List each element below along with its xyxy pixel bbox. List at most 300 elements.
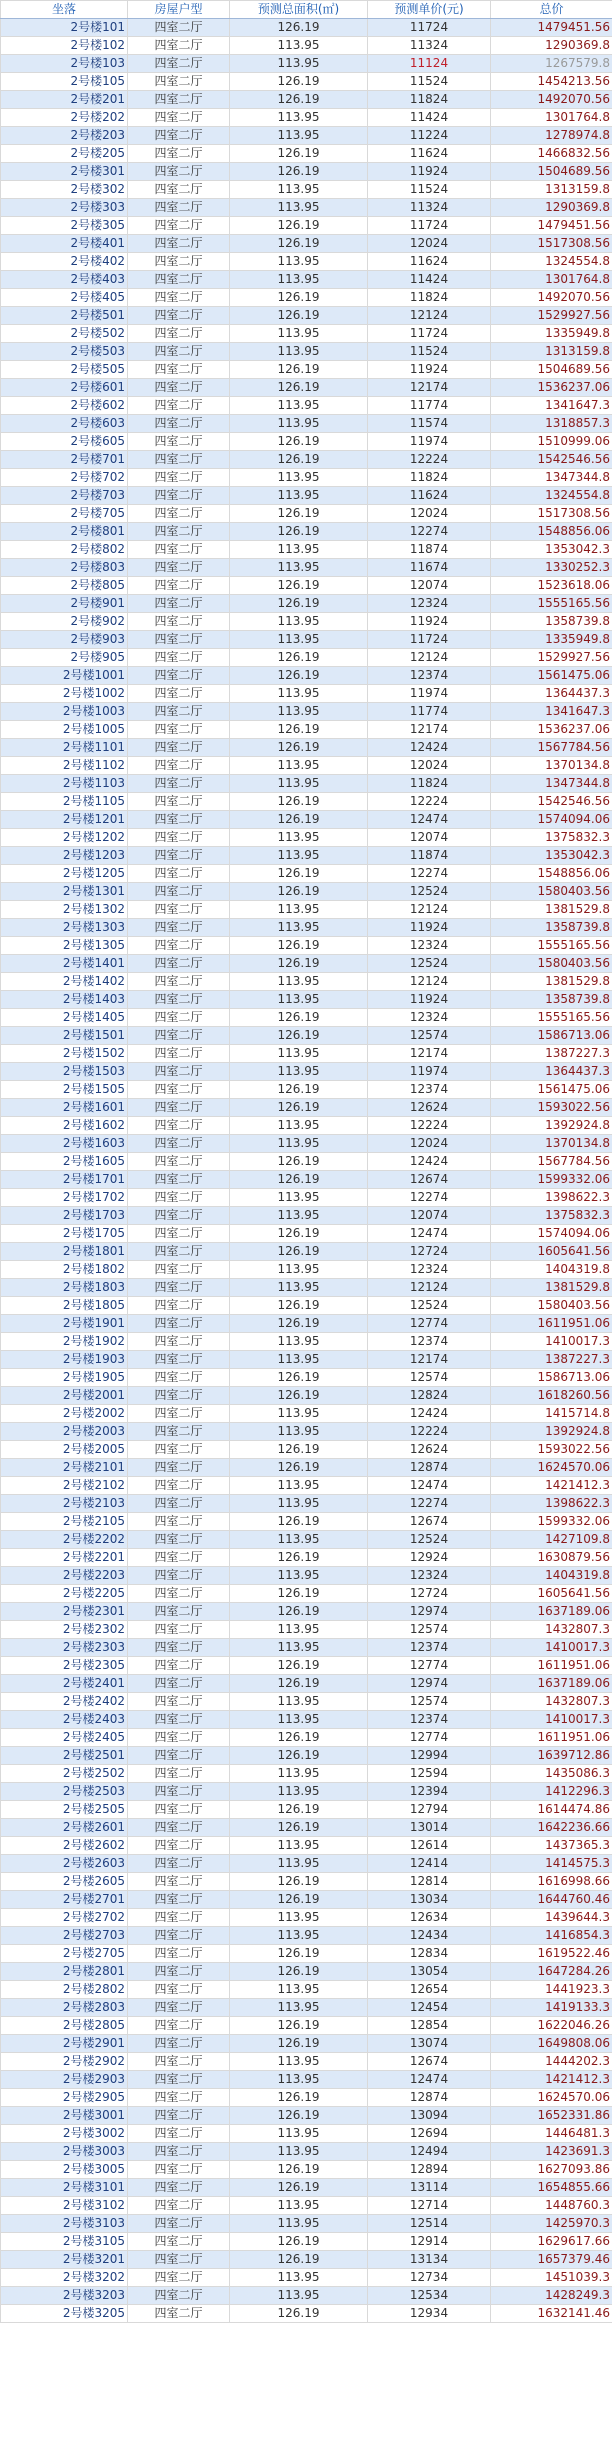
cell-location: 2号楼301 (1, 163, 128, 181)
cell-unit-type: 四室二厅 (128, 2287, 230, 2305)
cell-total-price: 1441923.3 (491, 1981, 612, 1999)
cell-unit-price: 12474 (368, 1477, 491, 1495)
cell-location: 2号楼602 (1, 397, 128, 415)
cell-location: 2号楼1605 (1, 1153, 128, 1171)
cell-unit-type: 四室二厅 (128, 1243, 230, 1261)
cell-area: 126.19 (230, 2179, 368, 2197)
cell-location: 2号楼3101 (1, 2179, 128, 2197)
cell-area: 113.95 (230, 1117, 368, 1135)
table-row (1, 1009, 612, 1027)
cell-unit-type: 四室二厅 (128, 2197, 230, 2215)
cell-unit-type: 四室二厅 (128, 73, 230, 91)
cell-unit-price: 11624 (368, 487, 491, 505)
cell-total-price: 1423691.3 (491, 2143, 612, 2161)
cell-unit-price: 12524 (368, 883, 491, 901)
cell-unit-price: 12124 (368, 1279, 491, 1297)
cell-area: 113.95 (230, 2053, 368, 2071)
cell-location: 2号楼505 (1, 361, 128, 379)
cell-area: 126.19 (230, 883, 368, 901)
table-row (1, 1045, 612, 1063)
cell-unit-type: 四室二厅 (128, 1387, 230, 1405)
header-unit-price: 预测单价(元) (368, 1, 491, 19)
cell-unit-price: 11424 (368, 271, 491, 289)
cell-location: 2号楼102 (1, 37, 128, 55)
table-row (1, 1351, 612, 1369)
cell-total-price: 1419133.3 (491, 1999, 612, 2017)
cell-location: 2号楼902 (1, 613, 128, 631)
cell-total-price: 1301764.8 (491, 271, 612, 289)
cell-location: 2号楼305 (1, 217, 128, 235)
cell-area: 113.95 (230, 613, 368, 631)
table-row (1, 1765, 612, 1783)
cell-unit-price: 12414 (368, 1855, 491, 1873)
cell-total-price: 1605641.56 (491, 1243, 612, 1261)
cell-unit-type: 四室二厅 (128, 415, 230, 433)
table-row (1, 1153, 612, 1171)
cell-area: 126.19 (230, 937, 368, 955)
cell-unit-type: 四室二厅 (128, 721, 230, 739)
cell-unit-type: 四室二厅 (128, 1747, 230, 1765)
cell-unit-type: 四室二厅 (128, 2305, 230, 2323)
cell-location: 2号楼1803 (1, 1279, 128, 1297)
table-row (1, 1729, 612, 1747)
cell-unit-price: 12224 (368, 1117, 491, 1135)
cell-total-price: 1410017.3 (491, 1333, 612, 1351)
cell-unit-type: 四室二厅 (128, 217, 230, 235)
cell-location: 2号楼105 (1, 73, 128, 91)
cell-area: 126.19 (230, 1369, 368, 1387)
cell-unit-type: 四室二厅 (128, 1639, 230, 1657)
table-row (1, 973, 612, 991)
table-row (1, 487, 612, 505)
cell-total-price: 1586713.06 (491, 1027, 612, 1045)
cell-total-price: 1451039.3 (491, 2269, 612, 2287)
cell-unit-type: 四室二厅 (128, 1423, 230, 1441)
table-row (1, 1891, 612, 1909)
cell-area: 126.19 (230, 1945, 368, 1963)
cell-area: 126.19 (230, 289, 368, 307)
table-row (1, 703, 612, 721)
cell-total-price: 1599332.06 (491, 1171, 612, 1189)
cell-total-price: 1632141.46 (491, 2305, 612, 2323)
cell-total-price: 1358739.8 (491, 613, 612, 631)
cell-unit-type: 四室二厅 (128, 1909, 230, 1927)
cell-location: 2号楼2905 (1, 2089, 128, 2107)
cell-total-price: 1347344.8 (491, 469, 612, 487)
cell-area: 126.19 (230, 1963, 368, 1981)
cell-unit-type: 四室二厅 (128, 1531, 230, 1549)
cell-unit-price: 12024 (368, 235, 491, 253)
cell-unit-price: 11724 (368, 19, 491, 37)
cell-location: 2号楼1703 (1, 1207, 128, 1225)
cell-total-price: 1542546.56 (491, 793, 612, 811)
table-row (1, 1657, 612, 1675)
cell-total-price: 1630879.56 (491, 1549, 612, 1567)
cell-area: 113.95 (230, 1621, 368, 1639)
cell-total-price: 1561475.06 (491, 1081, 612, 1099)
cell-area: 126.19 (230, 1801, 368, 1819)
cell-unit-type: 四室二厅 (128, 793, 230, 811)
cell-area: 126.19 (230, 793, 368, 811)
table-row (1, 1063, 612, 1081)
cell-area: 126.19 (230, 721, 368, 739)
cell-location: 2号楼1805 (1, 1297, 128, 1315)
cell-unit-price: 13034 (368, 1891, 491, 1909)
cell-unit-price: 12424 (368, 1405, 491, 1423)
cell-unit-price: 12824 (368, 1387, 491, 1405)
table-row (1, 181, 612, 199)
cell-total-price: 1644760.46 (491, 1891, 612, 1909)
cell-total-price: 1392924.8 (491, 1423, 612, 1441)
cell-total-price: 1627093.86 (491, 2161, 612, 2179)
cell-unit-type: 四室二厅 (128, 1603, 230, 1621)
table-row (1, 1207, 612, 1225)
cell-unit-price: 12794 (368, 1801, 491, 1819)
table-row (1, 1315, 612, 1333)
cell-area: 113.95 (230, 109, 368, 127)
table-row (1, 1585, 612, 1603)
cell-total-price: 1398622.3 (491, 1495, 612, 1513)
cell-unit-type: 四室二厅 (128, 595, 230, 613)
cell-location: 2号楼1005 (1, 721, 128, 739)
cell-location: 2号楼905 (1, 649, 128, 667)
cell-unit-price: 11924 (368, 991, 491, 1009)
cell-total-price: 1398622.3 (491, 1189, 612, 1207)
cell-total-price: 1446481.3 (491, 2125, 612, 2143)
cell-area: 126.19 (230, 2161, 368, 2179)
table-row (1, 1405, 612, 1423)
table-row (1, 523, 612, 541)
cell-area: 126.19 (230, 451, 368, 469)
cell-total-price: 1654855.66 (491, 2179, 612, 2197)
cell-area: 113.95 (230, 775, 368, 793)
cell-unit-price: 12574 (368, 1621, 491, 1639)
cell-total-price: 1324554.8 (491, 253, 612, 271)
cell-location: 2号楼1905 (1, 1369, 128, 1387)
cell-unit-type: 四室二厅 (128, 1657, 230, 1675)
cell-area: 126.19 (230, 163, 368, 181)
cell-unit-price: 12654 (368, 1981, 491, 1999)
cell-unit-price: 12124 (368, 649, 491, 667)
cell-unit-price: 12734 (368, 2269, 491, 2287)
cell-unit-type: 四室二厅 (128, 451, 230, 469)
cell-total-price: 1425970.3 (491, 2215, 612, 2233)
cell-unit-price: 12674 (368, 1171, 491, 1189)
cell-unit-type: 四室二厅 (128, 2071, 230, 2089)
cell-total-price: 1642236.66 (491, 1819, 612, 1837)
cell-location: 2号楼303 (1, 199, 128, 217)
cell-location: 2号楼2205 (1, 1585, 128, 1603)
cell-total-price: 1341647.3 (491, 397, 612, 415)
cell-area: 113.95 (230, 1837, 368, 1855)
cell-unit-type: 四室二厅 (128, 1315, 230, 1333)
table-row (1, 1027, 612, 1045)
cell-unit-type: 四室二厅 (128, 1567, 230, 1585)
cell-area: 126.19 (230, 2233, 368, 2251)
cell-unit-type: 四室二厅 (128, 955, 230, 973)
table-row (1, 541, 612, 559)
cell-location: 2号楼2601 (1, 1819, 128, 1837)
cell-total-price: 1432807.3 (491, 1693, 612, 1711)
table-row (1, 433, 612, 451)
table-row (1, 613, 612, 631)
cell-area: 113.95 (230, 2071, 368, 2089)
cell-total-price: 1466832.56 (491, 145, 612, 163)
cell-unit-type: 四室二厅 (128, 1351, 230, 1369)
cell-area: 126.19 (230, 1225, 368, 1243)
cell-location: 2号楼1105 (1, 793, 128, 811)
cell-unit-type: 四室二厅 (128, 487, 230, 505)
cell-area: 113.95 (230, 1567, 368, 1585)
cell-area: 113.95 (230, 1981, 368, 1999)
table-row (1, 649, 612, 667)
cell-total-price: 1593022.56 (491, 1099, 612, 1117)
cell-total-price: 1353042.3 (491, 541, 612, 559)
cell-unit-price: 12374 (368, 1711, 491, 1729)
cell-area: 113.95 (230, 1423, 368, 1441)
cell-area: 126.19 (230, 811, 368, 829)
cell-location: 2号楼2903 (1, 2071, 128, 2089)
table-row (1, 1855, 612, 1873)
cell-location: 2号楼1302 (1, 901, 128, 919)
cell-unit-price: 11624 (368, 145, 491, 163)
cell-total-price: 1404319.8 (491, 1261, 612, 1279)
cell-unit-price: 12894 (368, 2161, 491, 2179)
cell-unit-type: 四室二厅 (128, 1099, 230, 1117)
cell-area: 113.95 (230, 541, 368, 559)
cell-total-price: 1637189.06 (491, 1603, 612, 1621)
header-total-price: 总价 (491, 1, 612, 19)
cell-unit-price: 11874 (368, 541, 491, 559)
cell-unit-price: 11724 (368, 217, 491, 235)
cell-area: 113.95 (230, 1909, 368, 1927)
cell-total-price: 1618260.56 (491, 1387, 612, 1405)
cell-area: 113.95 (230, 1405, 368, 1423)
table-row (1, 1297, 612, 1315)
table-row (1, 847, 612, 865)
cell-area: 126.19 (230, 307, 368, 325)
cell-unit-price: 11924 (368, 919, 491, 937)
cell-area: 126.19 (230, 1675, 368, 1693)
table-row (1, 397, 612, 415)
cell-unit-price: 11724 (368, 325, 491, 343)
cell-unit-type: 四室二厅 (128, 397, 230, 415)
cell-unit-type: 四室二厅 (128, 1225, 230, 1243)
cell-unit-price: 11524 (368, 343, 491, 361)
cell-total-price: 1381529.8 (491, 973, 612, 991)
cell-unit-type: 四室二厅 (128, 541, 230, 559)
cell-unit-price: 12674 (368, 2053, 491, 2071)
table-row (1, 1117, 612, 1135)
cell-location: 2号楼501 (1, 307, 128, 325)
cell-location: 2号楼702 (1, 469, 128, 487)
cell-unit-type: 四室二厅 (128, 649, 230, 667)
cell-unit-price: 12514 (368, 2215, 491, 2233)
cell-location: 2号楼2002 (1, 1405, 128, 1423)
cell-location: 2号楼3001 (1, 2107, 128, 2125)
cell-total-price: 1555165.56 (491, 937, 612, 955)
cell-location: 2号楼2101 (1, 1459, 128, 1477)
cell-location: 2号楼402 (1, 253, 128, 271)
cell-unit-price: 11324 (368, 37, 491, 55)
cell-location: 2号楼1303 (1, 919, 128, 937)
cell-unit-type: 四室二厅 (128, 1477, 230, 1495)
cell-location: 2号楼2603 (1, 1855, 128, 1873)
cell-unit-type: 四室二厅 (128, 289, 230, 307)
cell-location: 2号楼1403 (1, 991, 128, 1009)
cell-area: 113.95 (230, 1135, 368, 1153)
cell-unit-price: 11324 (368, 199, 491, 217)
cell-area: 126.19 (230, 739, 368, 757)
cell-location: 2号楼3003 (1, 2143, 128, 2161)
cell-total-price: 1427109.8 (491, 1531, 612, 1549)
cell-area: 126.19 (230, 1891, 368, 1909)
cell-area: 126.19 (230, 1027, 368, 1045)
cell-location: 2号楼2003 (1, 1423, 128, 1441)
table-row (1, 811, 612, 829)
cell-location: 2号楼1205 (1, 865, 128, 883)
cell-total-price: 1619522.46 (491, 1945, 612, 1963)
cell-unit-type: 四室二厅 (128, 2035, 230, 2053)
cell-unit-price: 13014 (368, 1819, 491, 1837)
cell-total-price: 1517308.56 (491, 235, 612, 253)
cell-unit-type: 四室二厅 (128, 1297, 230, 1315)
cell-location: 2号楼403 (1, 271, 128, 289)
cell-area: 126.19 (230, 2107, 368, 2125)
cell-unit-type: 四室二厅 (128, 811, 230, 829)
cell-area: 113.95 (230, 1927, 368, 1945)
cell-location: 2号楼1405 (1, 1009, 128, 1027)
cell-unit-type: 四室二厅 (128, 271, 230, 289)
cell-area: 126.19 (230, 1603, 368, 1621)
cell-area: 126.19 (230, 955, 368, 973)
cell-unit-type: 四室二厅 (128, 1459, 230, 1477)
cell-area: 126.19 (230, 361, 368, 379)
cell-unit-price: 12424 (368, 1153, 491, 1171)
table-row (1, 91, 612, 109)
cell-total-price: 1624570.06 (491, 1459, 612, 1477)
cell-unit-type: 四室二厅 (128, 19, 230, 37)
cell-total-price: 1611951.06 (491, 1315, 612, 1333)
table-row (1, 991, 612, 1009)
cell-area: 126.19 (230, 1243, 368, 1261)
cell-area: 126.19 (230, 2251, 368, 2269)
cell-total-price: 1611951.06 (491, 1729, 612, 1747)
cell-area: 126.19 (230, 1441, 368, 1459)
cell-location: 2号楼1305 (1, 937, 128, 955)
table-row (1, 1441, 612, 1459)
cell-location: 2号楼1603 (1, 1135, 128, 1153)
cell-total-price: 1301764.8 (491, 109, 612, 127)
table-row (1, 1927, 612, 1945)
cell-unit-price: 12224 (368, 451, 491, 469)
cell-total-price: 1529927.56 (491, 307, 612, 325)
cell-total-price: 1375832.3 (491, 829, 612, 847)
cell-area: 113.95 (230, 1063, 368, 1081)
cell-unit-price: 11974 (368, 433, 491, 451)
cell-area: 113.95 (230, 703, 368, 721)
cell-total-price: 1652331.86 (491, 2107, 612, 2125)
table-row (1, 1531, 612, 1549)
cell-area: 126.19 (230, 1153, 368, 1171)
cell-total-price: 1364437.3 (491, 1063, 612, 1081)
cell-total-price: 1290369.8 (491, 199, 612, 217)
cell-location: 2号楼2301 (1, 1603, 128, 1621)
cell-unit-price: 12224 (368, 793, 491, 811)
cell-unit-type: 四室二厅 (128, 1189, 230, 1207)
cell-unit-price: 12974 (368, 1675, 491, 1693)
table-body (1, 19, 612, 2323)
cell-unit-price: 11424 (368, 109, 491, 127)
table-row (1, 829, 612, 847)
cell-unit-price: 12934 (368, 2305, 491, 2323)
table-row (1, 1477, 612, 1495)
cell-location: 2号楼2302 (1, 1621, 128, 1639)
table-row (1, 1981, 612, 1999)
cell-area: 113.95 (230, 2287, 368, 2305)
cell-area: 113.95 (230, 901, 368, 919)
cell-area: 113.95 (230, 829, 368, 847)
table-row (1, 1783, 612, 1801)
cell-location: 2号楼1801 (1, 1243, 128, 1261)
table-row (1, 1225, 612, 1243)
cell-location: 2号楼2801 (1, 1963, 128, 1981)
cell-unit-price: 12874 (368, 2089, 491, 2107)
table-row (1, 1747, 612, 1765)
cell-unit-price: 12574 (368, 1027, 491, 1045)
table-row (1, 577, 612, 595)
cell-total-price: 1492070.56 (491, 289, 612, 307)
table-row (1, 1639, 612, 1657)
cell-location: 2号楼3203 (1, 2287, 128, 2305)
cell-unit-price: 11724 (368, 631, 491, 649)
cell-unit-price: 12024 (368, 757, 491, 775)
cell-location: 2号楼1402 (1, 973, 128, 991)
table-row (1, 901, 612, 919)
cell-area: 113.95 (230, 253, 368, 271)
cell-total-price: 1574094.06 (491, 1225, 612, 1243)
cell-location: 2号楼1201 (1, 811, 128, 829)
cell-unit-type: 四室二厅 (128, 1837, 230, 1855)
table-row (1, 1459, 612, 1477)
table-row (1, 559, 612, 577)
cell-unit-type: 四室二厅 (128, 1171, 230, 1189)
cell-unit-price: 13134 (368, 2251, 491, 2269)
cell-area: 113.95 (230, 1639, 368, 1657)
cell-unit-type: 四室二厅 (128, 2179, 230, 2197)
cell-location: 2号楼1802 (1, 1261, 128, 1279)
table-row (1, 739, 612, 757)
cell-unit-price: 11674 (368, 559, 491, 577)
cell-location: 2号楼2702 (1, 1909, 128, 1927)
cell-unit-type: 四室二厅 (128, 1873, 230, 1891)
cell-unit-price: 11574 (368, 415, 491, 433)
cell-unit-type: 四室二厅 (128, 739, 230, 757)
cell-unit-type: 四室二厅 (128, 991, 230, 1009)
cell-area: 126.19 (230, 865, 368, 883)
cell-location: 2号楼1903 (1, 1351, 128, 1369)
cell-location: 2号楼701 (1, 451, 128, 469)
cell-unit-type: 四室二厅 (128, 2143, 230, 2161)
cell-area: 126.19 (230, 2305, 368, 2323)
cell-total-price: 1555165.56 (491, 1009, 612, 1027)
cell-unit-type: 四室二厅 (128, 1207, 230, 1225)
cell-unit-price: 12474 (368, 1225, 491, 1243)
header-unit-type: 房屋户型 (128, 1, 230, 19)
cell-unit-type: 四室二厅 (128, 667, 230, 685)
cell-area: 126.19 (230, 2035, 368, 2053)
table-row (1, 667, 612, 685)
